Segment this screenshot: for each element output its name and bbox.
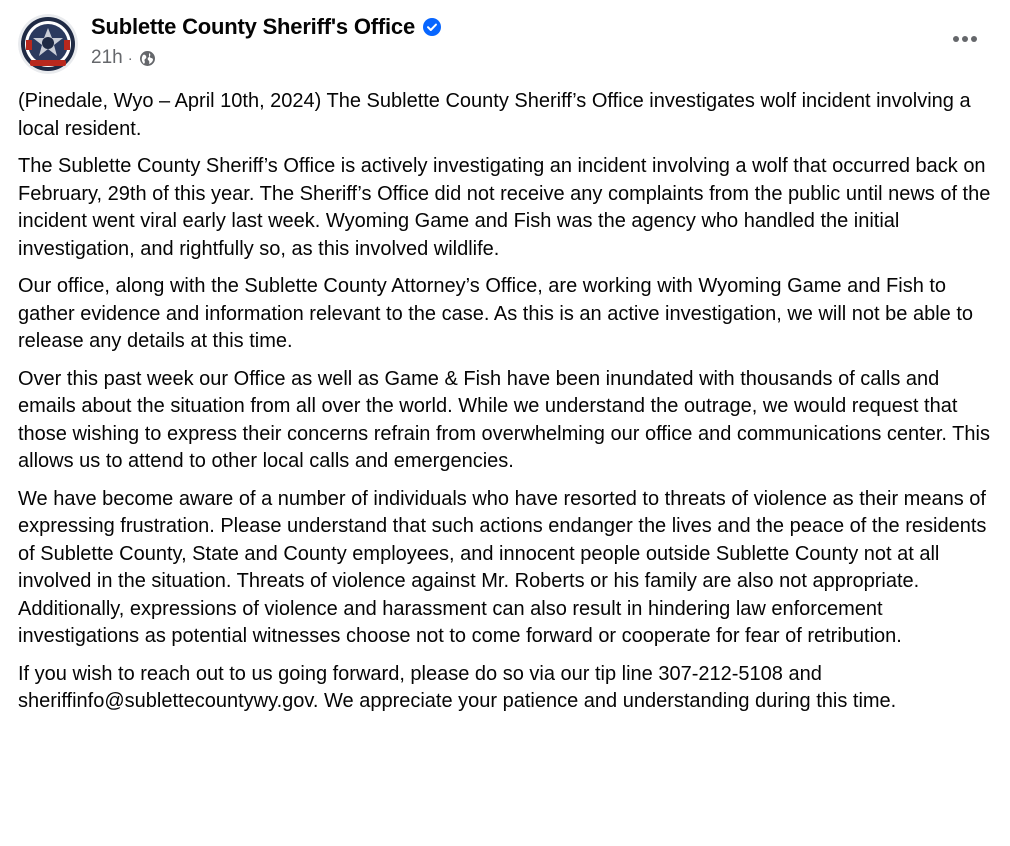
more-options-icon	[952, 35, 978, 43]
name-row	[91, 14, 441, 40]
sheriff-badge-logo-icon	[18, 14, 78, 74]
page-avatar[interactable]	[18, 14, 78, 74]
more-options-button[interactable]	[948, 26, 982, 52]
post-paragraph: Our office, along with the Sublette County Attorney’s Office, are working with Wyoming Game and Fish to gather evidence and information relevant to the case. As this is an active investigation, we will not be able to release any details at this time.	[18, 275, 973, 352]
post-paragraph: The Sublette County Sheriff’s Office is actively investigating an incident involving a wolf that occurred back on February, 29th of this year. The Sheriff’s Office did not receive any complaints from the public until news of the incident went viral early last week. Wyoming Game and Fish was the agency who handled the initial investigation, and rightfully so, as this involved wildlife.	[18, 155, 991, 260]
post-header	[18, 12, 992, 78]
post-paragraph: Over this past week our Office as well as Game & Fish have been inundated with thousands of calls and emails about the situation from all over the world. While we understand the outrage, we would request that those wishing to express their concerns refrain from overwhelming our office and communications center. This allows us to attend to other local calls and emergencies.	[18, 367, 990, 472]
post-body	[18, 88, 993, 726]
post-paragraph: We have become aware of a number of individuals who have resorted to threats of violence as their means of expressing frustration. Please understand that such actions endanger the lives and the peace of the residents of Sublette County, State and County employees, and innocent people outside Sublette County not at all involved in the situation. Threats of violence against Mr. Roberts or his family are also not appropriate. Additionally, expressions of violence and harassment can also result in hindering law enforcement investigations as potential witnesses choose not to come forward or cooperate for fear of retribution.	[18, 487, 987, 647]
post-paragraph: If you wish to reach out to us going forward, please do so via our tip line 307-212-5108 and sheriffinfo@sublettecountywy.gov. We appreciate your patience and understanding during this time.	[18, 662, 897, 712]
post-meta	[91, 47, 156, 69]
post-paragraph: (Pinedale, Wyo – April 10th, 2024) The Sublette County Sheriff’s Office investigates wolf incident involving a local resident.	[18, 90, 971, 140]
page-name-link[interactable]: Sublette County Sheriff's Office	[91, 14, 415, 39]
post-timestamp[interactable]: 21h	[91, 47, 123, 68]
verified-badge-icon	[423, 18, 441, 36]
globe-icon[interactable]	[139, 50, 156, 67]
meta-separator: ·	[127, 49, 133, 67]
